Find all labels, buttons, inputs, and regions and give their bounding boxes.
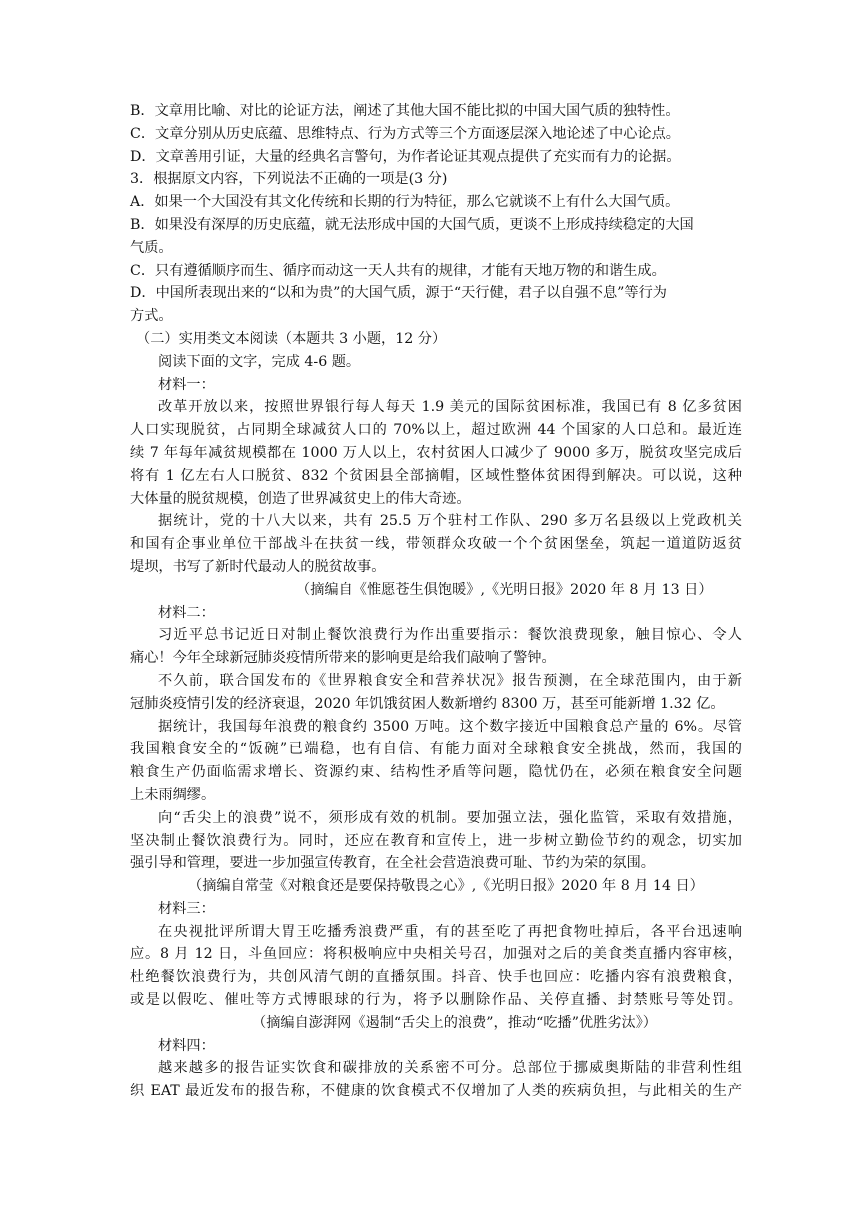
material1-source: （摘编自《惟愿苍生俱饱暖》,《光明日报》2020 年 8 月 13 日） — [296, 581, 713, 598]
material3-label: 材料三： — [158, 900, 215, 917]
material1-label: 材料一： — [158, 376, 215, 393]
text-line: 痛心！今年全球新冠肺炎疫情所带来的影响更是给我们敲响了警钟。 — [130, 650, 556, 667]
q2-option-c: C．文章分别从历史底蕴、思维特点、行为方式等三个方面逐层深入地论述了中心论点。 — [130, 125, 680, 142]
q3-stem: 3．根据原文内容，下列说法不正确的一项是(3 分) — [130, 171, 448, 188]
text-line: 向“舌尖上的浪费”说不，须形成有效的机制。要加强立法，强化监管，采取有效措施， — [158, 809, 742, 826]
text-line: 冠肺炎疫情引发的经济衰退，2020 年饥饿贫困人数新增约 8300 万，甚至可能新增 1.32 亿。 — [130, 695, 725, 712]
material2-paragraph1 — [130, 624, 742, 670]
text-line: 强引导和管理，要进一步加强宣传教育，在全社会营造浪费可耻、节约为荣的氛围。 — [130, 855, 655, 872]
text-line: 据统计，党的十八大以来，共有 25.5 万个驻村工作队、290 多万名县级以上党政机关 — [158, 513, 742, 530]
material3-paragraph1 — [130, 921, 742, 1012]
text-line: 或是以假吃、催吐等方式博眼球的行为，将予以删除作品、关停直播、封禁账号等处罚。 — [130, 992, 742, 1009]
text-line: 不久前，联合国发布的《世界粮食安全和营养状况》报告预测，在全球范围内，由于新 — [158, 672, 742, 689]
q3-option-d-line2: 方式。 — [130, 308, 173, 325]
q3-option-d-line1: D．中国所表现出来的“以和为贵”的大国气质，源于“天行健，君子以自强不息”等行为 — [130, 285, 667, 302]
document-page — [130, 100, 742, 1103]
material4-label: 材料四： — [158, 1037, 215, 1054]
material2-label: 材料二： — [158, 604, 215, 621]
q2-option-b: B．文章用比喻、对比的论证方法，阐述了其他大国不能比拟的中国大国气质的独特性。 — [130, 103, 680, 119]
section-heading: （二）实用类文本阅读（本题共 3 小题，12 分） — [136, 330, 447, 347]
text-line: 习近平总书记近日对制止餐饮浪费行为作出重要指示：餐饮浪费现象，触目惊心、令人 — [158, 627, 742, 644]
section-instruction: 阅读下面的文字，完成 4-6 题。 — [158, 353, 361, 370]
material2-paragraph3 — [130, 716, 742, 807]
text-line: 在央视批评所谓大胃王吃播秀浪费严重，有的甚至吃了再把食物吐掉后，各平台迅速响 — [158, 923, 742, 940]
material2-paragraph2 — [130, 670, 742, 716]
text-line: 越来越多的报告证实饮食和碳排放的关系密不可分。总部位于挪威奥斯陆的非营利性组 — [158, 1060, 742, 1077]
text-line: 我国粮食安全的“饭碗”已端稳，也有自信、有能力面对全球粮食安全挑战，然而，我国的 — [130, 741, 742, 758]
text-line: 坚决制止餐饮浪费行为。同时，还应在教育和宣传上，进一步树立勤俭节约的观念，切实加 — [130, 832, 742, 849]
material1-paragraph2 — [130, 510, 742, 578]
material2-paragraph4 — [130, 807, 742, 875]
material1-paragraph1 — [130, 396, 742, 510]
text-line: 上未雨绸缪。 — [130, 786, 216, 803]
text-line: 改革开放以来，按照世界银行每人每天 1.9 美元的国际贫困标准，我国已有 8 亿多贫困 — [158, 399, 742, 416]
q3-option-a: A．如果一个大国没有其文化传统和长期的行为特征，那么它就谈不上有什么大国气质。 — [130, 194, 680, 211]
text-line: 应。8 月 12 日，斗鱼回应：将积极响应中央相关号召，加强对之后的美食类直播内容审核， — [130, 946, 742, 963]
text-line: 杜绝餐饮浪费行为，共创风清气朗的直播氛围。抖音、快手也回应：吃播内容有浪费粮食， — [130, 969, 742, 986]
text-line: 据统计，我国每年浪费的粮食约 3500 万吨。这个数字接近中国粮食总产量的 6%。尽管 — [158, 718, 742, 735]
text-line: 织 EAT 最近发布的报告称，不健康的饮食模式不仅增加了人类的疾病负担，与此相关的生产 — [130, 1083, 742, 1100]
material2-source: （摘编自常莹《对粮食还是要保持敬畏之心》,《光明日报》2020 年 8 月 14 日） — [188, 878, 704, 895]
text-line: 大体量的脱贫规模，创造了世界减贫史上的伟大奇迹。 — [130, 490, 471, 507]
material4-paragraph1 — [130, 1057, 742, 1103]
text-line: 和国有企事业单位干部战斗在扶贫一线，带领群众攻破一个个贫困堡垒，筑起一道道防返贫 — [130, 536, 742, 553]
text-line: 堤坝，书写了新时代最动人的脱贫故事。 — [130, 558, 386, 575]
q3-option-b-line2: 气质。 — [130, 239, 173, 256]
q3-option-b-line1: B．如果没有深厚的历史底蕴，就无法形成中国的大国气质，更谈不上形成持续稳定的大国 — [130, 216, 694, 233]
text-line: 续 7 年每年减贫规模都在 1000 万人以上，农村贫困人口减少了 9000 多万，脱贫攻坚完成后 — [130, 444, 742, 461]
text-line: 将有 1 亿左右人口脱贫、832 个贫困县全部摘帽，区域性整体贫困得到解决。可以说，这种 — [130, 467, 742, 484]
q3-option-c: C．只有遵循顺序而生、循序而动这一天人共有的规律，才能有天地万物的和谐生成。 — [130, 262, 666, 279]
text-line: 粮食生产仍面临需求增长、资源约束、结构性矛盾等问题，隐忧仍在，必须在粮食安全问题 — [130, 764, 742, 781]
material3-source: （摘编自澎湃网《遏制“舌尖上的浪费”，推动“吃播”优胜劣汰》） — [252, 1014, 657, 1031]
text-line: 人口实现脱贫，占同期全球减贫人口的 70%以上，超过欧洲 44 个国家的人口总和。最近连 — [130, 422, 742, 439]
q2-option-d: D．文章善用引证，大量的经典名言警句，为作者论证其观点提供了充实而有力的论据。 — [130, 148, 681, 165]
